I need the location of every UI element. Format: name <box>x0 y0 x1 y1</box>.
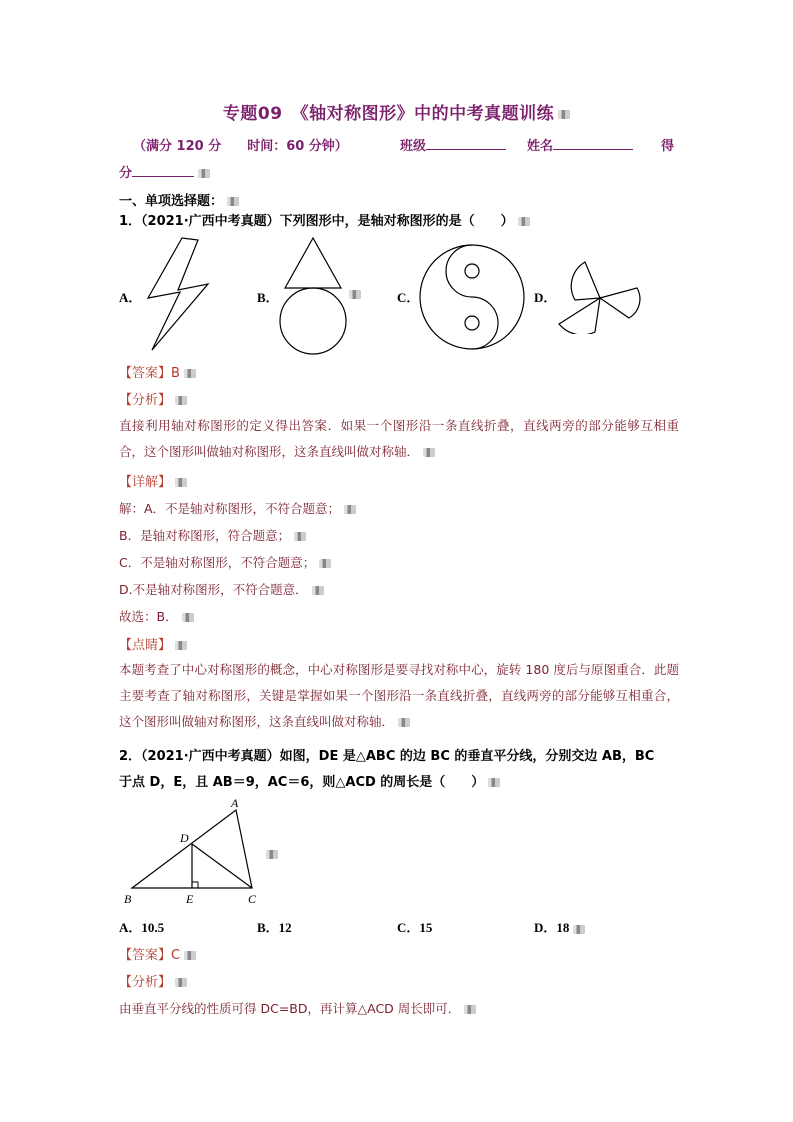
pinwheel-figure <box>555 252 645 334</box>
marker-icon <box>175 978 187 987</box>
marker-icon <box>518 217 530 226</box>
marker-icon <box>175 396 187 405</box>
class-field: 班级 <box>400 135 506 154</box>
q2-answer: 【答案】C <box>119 944 196 963</box>
q1-detail-line: 解：A．不是轴对称图形，不符合题意； <box>119 499 356 517</box>
q2-option-b: B．12 <box>257 920 292 935</box>
q1-option-a-label: A． <box>119 290 142 305</box>
page-title: 专题09 《轴对称图形》中的中考真题训练 <box>0 99 793 124</box>
q1-answer: 【答案】B <box>119 362 196 381</box>
marker-icon <box>184 951 196 960</box>
label-a: A <box>231 796 239 810</box>
marker-icon <box>227 197 239 206</box>
q1-point-tag: 【点睛】 <box>119 634 187 653</box>
score-label: 得 <box>661 139 675 154</box>
section-heading: 一、单项选择题： <box>119 190 239 209</box>
q2-option-a: A．10.5 <box>119 920 165 935</box>
marker-icon <box>464 1005 476 1014</box>
marker-icon <box>294 532 306 541</box>
q1-option-b-label: B． <box>257 290 279 305</box>
marker-icon <box>184 369 196 378</box>
q1-option-c-label: C． <box>397 290 420 305</box>
marker-icon <box>182 613 194 622</box>
marker-icon <box>558 110 570 119</box>
triangle-circle-figure <box>275 236 355 356</box>
marker-icon <box>423 448 435 457</box>
q1-stem: 1．（2021·广西中考真题）下列图形中，是轴对称图形的是（ ） <box>119 210 530 229</box>
q2-stem-line1: 2．（2021·广西中考真题）如图，DE 是△ABC 的边 BC 的垂直平分线，分别交边 AB，BC <box>119 749 655 764</box>
marker-icon <box>312 586 324 595</box>
marker-icon <box>573 925 585 934</box>
label-b: B <box>124 892 132 906</box>
q1-analysis-tag: 【分析】 <box>119 389 187 408</box>
q2-option-d: D．18 <box>534 917 585 936</box>
q1-conclusion: 故选：B． <box>119 607 194 625</box>
lightning-figure <box>140 236 215 352</box>
label-c: C <box>248 892 257 906</box>
score-field: 分 <box>119 162 210 181</box>
q1-detail-tag: 【详解】 <box>119 471 187 490</box>
marker-icon <box>398 718 410 727</box>
label-d: D <box>180 831 189 845</box>
q1-analysis-text: 直接利用轴对称图形的定义得出答案．如果一个图形沿一条直线折叠，直线两旁的部分能够互相重合，这个图形叫做轴对称图形，这条直线叫做对称轴． <box>119 418 679 459</box>
name-field: 姓名 <box>527 135 633 154</box>
yin-yang-figure <box>417 242 527 352</box>
q1-detail-line: C．不是轴对称图形，不符合题意； <box>119 553 331 571</box>
q2-analysis-text: 由垂直平分线的性质可得 DC=BD，再计算△ACD 周长即可． <box>119 999 476 1017</box>
marker-icon <box>175 641 187 650</box>
label-e: E <box>186 892 194 906</box>
q2-analysis-tag: 【分析】 <box>119 971 187 990</box>
q1-option-d-label: D． <box>534 290 557 305</box>
marker-icon <box>488 778 500 787</box>
marker-icon <box>344 505 356 514</box>
marker-icon <box>319 559 331 568</box>
marker-icon <box>266 850 278 859</box>
marker-icon <box>198 169 210 178</box>
triangle-abc-figure <box>118 796 278 908</box>
score-time-info: （满分 120 分 时间：60 分钟） <box>133 139 348 154</box>
q2-stem-line2: 于点 D，E，且 AB＝9，AC＝6，则△ACD 的周长是（ ） <box>119 771 500 790</box>
q1-point-text: 本题考查了中心对称图形的概念，中心对称图形是要寻找对称中心，旋转 180 度后与原图重合．此题主要考查了轴对称图形，关键是掌握如果一个图形沿一条直线折叠，直线两旁的部分能够互相重合，这个图形叫做轴对称图形，这条直线叫做对称轴． <box>119 662 679 729</box>
marker-icon <box>175 478 187 487</box>
q2-option-c: C．15 <box>397 920 433 935</box>
q1-detail-line: D.不是轴对称图形，不符合题意． <box>119 580 324 598</box>
marker-icon <box>349 290 361 299</box>
q1-detail-line: B．是轴对称图形，符合题意； <box>119 526 306 544</box>
